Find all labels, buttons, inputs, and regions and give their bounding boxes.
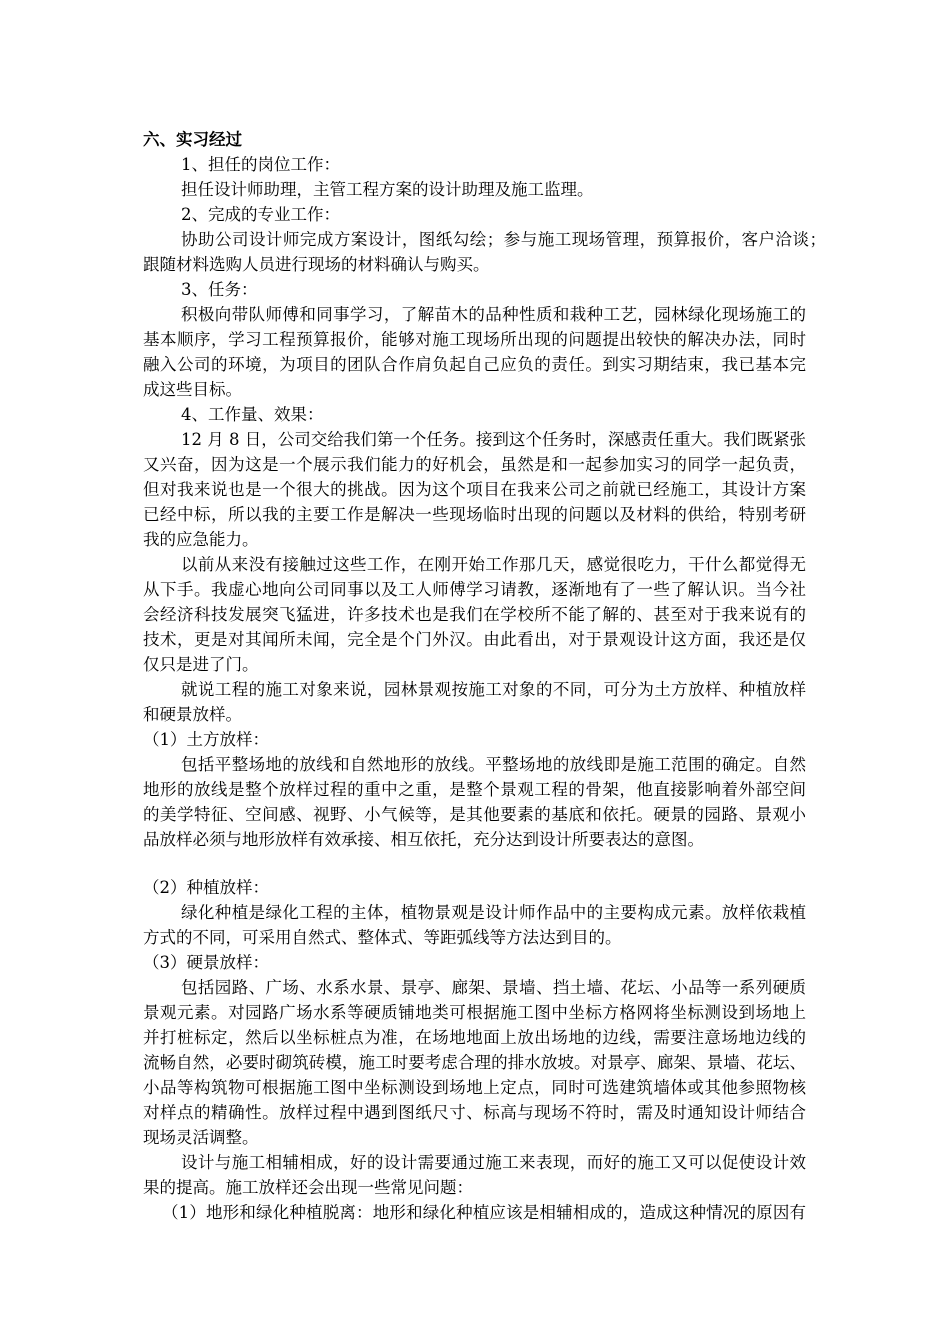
paragraph-line: 从下手。我虚心地向公司同事以及工人师傅学习请教，逐渐地有了一些了解认识。当今社 [143,580,806,599]
item3-line: 成这些目标。 [143,380,242,399]
paragraph-line: 技术，更是对其闻所未闻，完全是个门外汉。由此看出，对于景观设计这方面，我还是仅 [143,630,806,649]
paragraph-line: 设计与施工相辅相成，好的设计需要通过施工来表现，而好的施工又可以促使设计效 [181,1153,806,1172]
item2-line: 协助公司设计师完成方案设计，图纸勾绘；参与施工现场管理，预算报价，客户洽谈； [181,230,826,249]
section-heading: 六、实习经过 [143,130,242,149]
paragraph-line: 12 月 8 日，公司交给我们第一个任务。接到这个任务时，深感责任重大。我们既紧张 [181,430,806,449]
item4-title: 4、工作量、效果： [181,405,324,424]
subsection-title: （1）土方放样： [143,730,269,749]
paragraph-line: 流畅自然，必要时砌筑砖模，施工时要考虑合理的排水放坡。对景亭、廊架、景墙、花坛、 [143,1053,806,1072]
item2-line: 跟随材料选购人员进行现场的材料确认与购买。 [143,255,490,274]
paragraph-line: 的美学特征、空间感、视野、小气候等，是其他要素的基底和依托。硬景的园路、景观小 [143,805,806,824]
paragraph-line: 仅只是进了门。 [143,655,259,674]
paragraph-line: 又兴奋，因为这是一个展示我们能力的好机会，虽然是和一起参加实习的同学一起负责， [143,455,806,474]
item1-title: 1、担任的岗位工作： [181,155,340,174]
paragraph-line: 现场灵活调整。 [143,1128,259,1147]
item3-line: 积极向带队师傅和同事学习，了解苗木的品种性质和栽种工艺，园林绿化现场施工的 [181,305,806,324]
paragraph-line: 果的提高。施工放样还会出现一些常见问题： [143,1178,473,1197]
paragraph-line: 包括平整场地的放线和自然地形的放线。平整场地的放线即是施工范围的确定。自然 [181,755,806,774]
paragraph-line: 方式的不同，可采用自然式、整体式、等距弧线等方法达到目的。 [143,928,622,947]
paragraph-line: 包括园路、广场、水系水景、景亭、廊架、景墙、挡土墙、花坛、小品等一系列硬质 [181,978,806,997]
paragraph-line: 地形的放线是整个放样过程的重中之重，是整个景观工程的骨架，他直接影响着外部空间 [143,780,806,799]
paragraph-line: 小品等构筑物可根据施工图中坐标测设到场地上定点，同时可选建筑墙体或其他参照物核 [143,1078,806,1097]
paragraph-line: 景观元素。对园路广场水系等硬质铺地类可根据施工图中坐标方格网将坐标测设到场地上 [143,1003,806,1022]
item3-line: 融入公司的环境，为项目的团队合作肩负起自己应负的责任。到实习期结束，我已基本完 [143,355,806,374]
paragraph-line: 但对我来说也是一个很大的挑战。因为这个项目在我来公司之前就已经施工，其设计方案 [143,480,806,499]
paragraph-line: 对样点的精确性。放样过程中遇到图纸尺寸、标高与现场不符时，需及时通知设计师结合 [143,1103,806,1122]
subsection-title: （3）硬景放样： [143,953,269,972]
paragraph-line: 并打桩标定，然后以坐标桩点为准，在场地地面上放出场地的边线，需要注意场地边线的 [143,1028,806,1047]
item1-text: 担任设计师助理，主管工程方案的设计助理及施工监理。 [181,180,594,199]
paragraph-line: 品放样必须与地形放样有效承接、相互依托，充分达到设计所要表达的意图。 [143,830,704,849]
item2-title: 2、完成的专业工作： [181,205,340,224]
paragraph-line: 绿化种植是绿化工程的主体，植物景观是设计师作品中的主要构成元素。放样依栽植 [181,903,806,922]
paragraph-line: （1）地形和绿化种植脱离：地形和绿化种植应该是相辅相成的，造成这种情况的原因有 [162,1203,806,1222]
paragraph-line: 就说工程的施工对象来说，园林景观按施工对象的不同，可分为土方放样、种植放样 [181,680,806,699]
item3-line: 基本顺序，学习工程预算报价，能够对施工现场所出现的问题提出较快的解决办法，同时 [143,330,806,349]
paragraph-line: 已经中标，所以我的主要工作是解决一些现场临时出现的问题以及材料的供给，特别考研 [143,505,806,524]
subsection-title: （2）种植放样： [143,878,269,897]
paragraph-line: 和硬景放样。 [143,705,242,724]
paragraph-line: 我的应急能力。 [143,530,259,549]
paragraph-line: 以前从来没有接触过这些工作，在刚开始工作那几天，感觉很吃力，干什么都觉得无 [181,555,806,574]
paragraph-line: 会经济科技发展突飞猛进，许多技术也是我们在学校所不能了解的、甚至对于我来说有的 [143,605,806,624]
item3-title: 3、任务： [181,280,258,299]
